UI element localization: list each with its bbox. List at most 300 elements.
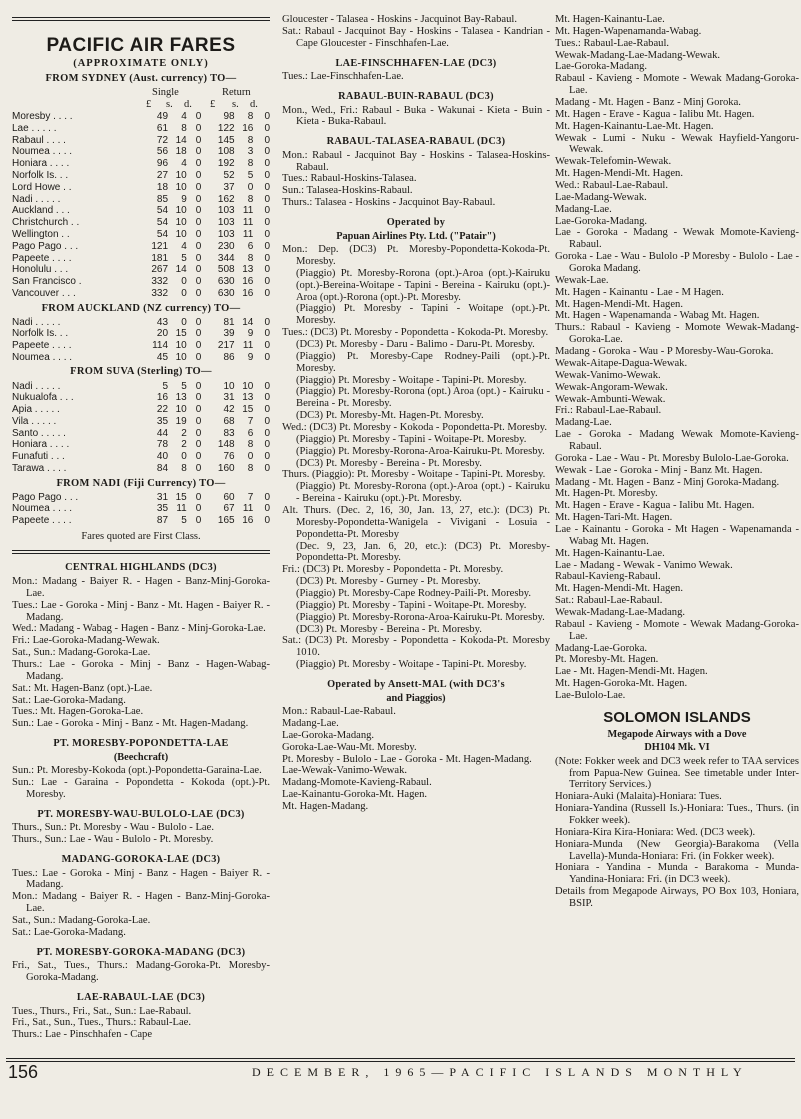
fare-amount: 0: [264, 415, 270, 427]
fare-amount: 0: [195, 427, 202, 439]
fare-amount: 2: [181, 439, 187, 451]
fare-amount: 15: [175, 491, 187, 503]
route-heading: MADANG-GOROKA-LAE (DC3): [61, 854, 221, 866]
schedule-line: Tues.: Lae - Goroka - Minj - Banz - Hagen - Baiyer R. - Madang.: [12, 867, 270, 891]
fare-amount: 16: [242, 276, 254, 288]
fare-amount: 5: [181, 515, 187, 527]
schedule-line: (Piaggio) Pt. Moresby-Rorona-Aroa-Kairuku-Pt. Moresby.: [296, 445, 545, 457]
fare-destination: Vila . . . . .: [12, 415, 57, 427]
fare-amount: 49: [156, 111, 169, 123]
fare-amount: 7: [247, 415, 254, 427]
fare-amount: 8: [181, 122, 187, 134]
page-title: PACIFIC AIR FARES: [46, 35, 236, 56]
schedule-line: (Piaggio) Pt. Moresby - Woitape - Tapini-Pt. Moresby.: [296, 374, 527, 386]
fare-destination: Norfolk Is. . .: [12, 170, 69, 182]
fare-row: [12, 416, 270, 428]
schedule-line: Tues.: Rabaul-Lae-Rabaul.: [555, 37, 670, 49]
fare-destination: Papeete . . . .: [12, 515, 72, 527]
schedule-line: Mt. Hagen-Pt. Moresby.: [555, 488, 658, 500]
schedule-line: Mon.: Madang - Baiyer R. - Hagen - Banz-Minj-Goroka-Lae.: [12, 576, 270, 599]
single-header: Single: [152, 86, 179, 98]
fare-destination: Apia . . . . .: [12, 404, 60, 416]
schedule-line: Lae-Bulolo-Lae.: [555, 689, 626, 701]
schedule-line: Honiara-Kira Kira-Honiara: Wed. (DC3 week).: [555, 826, 756, 838]
fare-amount: 42: [223, 404, 235, 416]
fare-amount: 0: [195, 451, 202, 463]
fare-amount: 0: [195, 404, 202, 416]
suva-heading: FROM SUVA (Sterling) TO—: [70, 366, 212, 378]
fare-amount: 14: [175, 264, 187, 276]
fare-amount: 267: [151, 264, 169, 276]
fare-amount: 0: [195, 340, 202, 352]
fare-row: [12, 170, 270, 182]
schedule-line: Lae - Goroka - Madang Wewak Momote-Kavieng-Rabaul.: [555, 429, 799, 452]
fare-row: [12, 134, 270, 146]
fare-amount: 0: [195, 111, 202, 123]
fare-destination: Christchurch . .: [12, 217, 80, 229]
fare-row: [12, 515, 270, 527]
fare-amount: 8: [247, 439, 254, 451]
fare-amount: 0: [195, 193, 202, 205]
fare-amount: 19: [175, 415, 187, 427]
fare-amount: 8: [247, 252, 254, 264]
schedule-line: Goroka - Lae - Wau - Bulolo -P Moresby - Bulolo - Lae - Goroka Madang.: [555, 251, 799, 275]
fare-amount: 0: [264, 427, 270, 439]
route-heading: CENTRAL HIGHLANDS (DC3): [65, 562, 217, 574]
fare-row: [12, 340, 270, 352]
fare-row: [12, 404, 270, 416]
route-heading: Operated by Ansett-MAL (with DC3's: [327, 679, 505, 691]
fare-row: [12, 503, 270, 515]
schedule-sections-middle: [282, 14, 550, 813]
schedule-line: Fri., Sat., Sun., Tues., Thurs.: Rabaul-Lae.: [12, 1017, 192, 1029]
fare-amount: 0: [195, 170, 202, 182]
fare-amount: 332: [151, 276, 169, 288]
fare-amount: 121: [151, 240, 169, 252]
schedule-line: Thurs.: Talasea - Hoskins - Jacquinot Bay-Rabaul.: [282, 197, 496, 209]
schedule-line: Madang-Lae.: [555, 417, 612, 429]
schedule-line: Lae - Goroka - Madang - Wewak Momote-Kavieng-Rabaul.: [555, 227, 799, 251]
schedule-line: Pt. Moresby - Bulolo - Lae - Goroka - Mt. Hagen-Madang.: [282, 753, 532, 765]
fare-amount: 181: [151, 252, 169, 264]
page-number: 156: [8, 1062, 39, 1082]
fare-row: [12, 316, 270, 328]
schedule-line: Wewak - Lae - Goroka - Minj - Banz Mt. Hagen.: [555, 464, 763, 476]
fare-amount: 0: [264, 491, 270, 503]
schedule-line: (Piaggio) Pt. Moresby - Tapini - Woitape (opt.)-Pt. Moresby.: [296, 303, 550, 327]
schedule-line: Rabaul - Kavieng - Momote - Wewak Madang-Goroka-Lae.: [555, 618, 799, 642]
schedule-line: Lae - Kainantu - Goroka - Mt Hagen - Wapenamanda - Wabag Mt. Hagen.: [555, 523, 799, 547]
suva-fare-table: [12, 380, 270, 474]
route-heading: PT. MORESBY-GOROKA-MADANG (DC3): [36, 946, 246, 958]
fare-destination: Funafuti . . .: [12, 451, 65, 463]
fare-amount: 10: [175, 351, 187, 363]
schedule-line: Tues.: Rabaul-Hoskins-Talasea.: [282, 173, 417, 185]
schedule-line: Mt. Hagen - Erave - Kagua - Ialibu Mt. Hagen.: [555, 500, 755, 512]
column-right: [555, 14, 799, 910]
fare-amount: 122: [217, 122, 235, 134]
fare-destination: Norfolk Is. . .: [12, 328, 69, 340]
fare-amount: 0: [264, 205, 270, 217]
schedule-line: Mt. Hagen-Kainantu-Lae.: [555, 14, 665, 25]
schedule-line: Thurs., Sun.: Pt. Moresby - Wau - Bulolo - Lae.: [12, 822, 214, 834]
fare-amount: 11: [242, 340, 254, 352]
schedule-line: Wed.: Madang - Wabag - Hagen - Banz - Minj-Goroka-Lae.: [12, 623, 266, 635]
schedule-line: Fri.: Lae-Goroka-Madang-Wewak.: [12, 635, 160, 647]
fare-amount: 0: [195, 146, 202, 158]
fare-amount: 192: [217, 158, 235, 170]
fare-destination: Nadi . . . . .: [12, 193, 61, 205]
schedule-line: Honiara - Yandina - Munda - Barakoma - Munda-Yandina-Honiara: Fri. (in DC3 week).: [555, 862, 799, 886]
schedule-line: Sat.: Rabaul - Jacquinot Bay - Hoskins - Talasea - Kandrian - Cape Gloucester - Finschhafen-Lae.: [282, 25, 550, 49]
schedule-line: Sun.: Talasea-Hoskins-Rabaul.: [282, 185, 413, 197]
fare-amount: 0: [195, 134, 202, 146]
schedule-line: Mt. Hagen - Kainantu - Lae - M Hagen.: [555, 286, 724, 298]
fare-row: [12, 392, 270, 404]
fare-amount: 0: [195, 205, 202, 217]
schedule-line: Tues.: Lae-Finschhafen-Lae.: [282, 71, 404, 83]
fare-amount: 0: [181, 288, 187, 300]
nadi-heading: FROM NADI (Fiji Currency) TO—: [56, 477, 226, 489]
schedule-sections-right: [555, 14, 799, 702]
schedule-line: Madang-Lae.: [282, 717, 339, 729]
fare-amount: 10: [175, 205, 187, 217]
fare-amount: 0: [264, 252, 270, 264]
fare-amount: 508: [217, 264, 235, 276]
fare-destination: Pago Pago . . .: [12, 240, 79, 252]
fare-amount: 37: [223, 181, 235, 193]
fare-amount: 31: [223, 392, 235, 404]
fare-column-headers: [12, 87, 270, 99]
schedule-line: (Piaggio) Pt. Moresby - Tapini - Woitape-Pt. Moresby.: [296, 599, 527, 611]
fare-amount: 0: [195, 276, 202, 288]
schedule-line: Madang - Mt. Hagen - Banz - Minj Goroka-Madang.: [555, 476, 780, 488]
footer-rule: [6, 1058, 795, 1062]
solomon-operator: Megapode Airways with a Dove: [607, 728, 747, 740]
fare-row: [12, 380, 270, 392]
fare-amount: 0: [264, 380, 270, 392]
schedule-line: Sun.: Lae - Goroka - Minj - Banz - Mt. Hagen-Madang.: [12, 718, 249, 730]
schedule-line: Lae - Mt. Hagen-Mendi-Mt. Hagen.: [555, 666, 708, 678]
fare-destination: Honiara . . . .: [12, 158, 70, 170]
schedule-line: (DC3) Pt. Moresby-Mt. Hagen-Pt. Moresby.: [296, 410, 484, 422]
route-subheading: Papuan Airlines Pty. Ltd. ("Patair"): [336, 230, 496, 242]
fare-amount: 0: [195, 288, 202, 300]
schedule-line: Tues.: Lae - Goroka - Minj - Banz - Mt. Hagen - Baiyer R. - Madang.: [12, 599, 270, 623]
fare-destination: Papeete . . . .: [12, 252, 72, 264]
fare-amount: 18: [156, 181, 169, 193]
fare-amount: 0: [195, 316, 202, 328]
schedule-line: (DC3) Pt. Moresby - Bereina - Pt. Moresby.: [296, 457, 482, 469]
fare-amount: 8: [247, 111, 254, 123]
fare-amount: 0: [264, 158, 270, 170]
fare-amount: 18: [175, 146, 187, 158]
fare-amount: 0: [264, 340, 270, 352]
schedule-line: Mt. Hagen-Mendi-Mt. Hagen.: [555, 168, 683, 180]
schedule-line: Details from Megapode Airways, PO Box 103, Honiara, BSIP.: [555, 886, 799, 910]
route-heading: Operated by: [386, 217, 446, 229]
schedule-line: Sat.: Lae-Goroka-Madang.: [12, 926, 126, 938]
fare-amount: 11: [242, 205, 254, 217]
fare-amount: 16: [156, 392, 169, 404]
fare-destination: Noumea . . . .: [12, 146, 73, 158]
fare-amount: 0: [264, 193, 270, 205]
schedule-line: Wewak-Aitape-Dagua-Wewak.: [555, 357, 688, 369]
schedule-line: Goroka - Lae - Wau - Pt. Moresby Bulolo-Lae-Goroka.: [555, 452, 789, 464]
fare-amount: 8: [247, 134, 254, 146]
schedule-line: Mt. Hagen-Wapenamanda-Wabag.: [555, 25, 702, 37]
fare-amount: 13: [242, 392, 254, 404]
fare-amount: 0: [264, 122, 270, 134]
fare-amount: 8: [247, 158, 254, 170]
fare-amount: 0: [195, 264, 202, 276]
route-subheading: (Beechcraft): [113, 751, 169, 763]
fare-amount: 40: [156, 451, 169, 463]
fare-amount: 2: [181, 427, 187, 439]
schedule-line: Fri., Sat., Tues., Thurs.: Madang-Goroka-Pt. Moresby-Goroka-Madang.: [12, 960, 270, 984]
fare-amount: 5: [162, 380, 169, 392]
fare-amount: 8: [247, 463, 254, 475]
fare-amount: 0: [264, 111, 270, 123]
fare-amount: 8: [181, 463, 187, 475]
fare-amount: 114: [152, 340, 169, 352]
route-heading: PT. MORESBY-WAU-BULOLO-LAE (DC3): [37, 808, 245, 820]
fare-amount: 14: [242, 316, 254, 328]
schedule-line: Wewak-Madang-Lae-Madang-Wewak.: [555, 49, 721, 61]
schedule-line: (Dec. 9, 23, Jan. 6, 20, etc.): (DC3) Pt. Moresby-Popondetta-Pt. Moresby.: [296, 540, 550, 564]
fare-amount: 630: [217, 288, 235, 300]
route-heading: PT. MORESBY-POPONDETTA-LAE: [53, 738, 229, 750]
fare-row: [12, 205, 270, 217]
fare-row: [12, 182, 270, 194]
fare-destination: Lae . . . . .: [12, 122, 57, 134]
fare-amount: 0: [181, 276, 187, 288]
schedule-line: Wewak-Angoram-Wewak.: [555, 381, 668, 393]
fare-amount: 0: [264, 503, 270, 515]
fare-amount: 0: [264, 134, 270, 146]
fare-amount: 332: [151, 288, 169, 300]
fare-amount: 13: [175, 392, 187, 404]
fare-amount: 16: [242, 122, 254, 134]
fare-amount: 0: [195, 122, 202, 134]
fare-amount: 0: [264, 229, 270, 241]
fare-amount: 0: [247, 451, 254, 463]
fare-amount: 35: [156, 503, 169, 515]
fare-amount: 0: [264, 181, 270, 193]
schedule-line: Alt. Thurs. (Dec. 2, 16, 30, Jan. 13, 27, etc.): (DC3) Pt. Moresby-Popondetta-Wanigela - Vivigani - Losuia - Popondetta-Pt. Moresby: [282, 505, 550, 540]
auckland-fare-table: [12, 316, 270, 363]
fare-amount: 0: [195, 240, 202, 252]
fare-destination: Nadi . . . . .: [12, 316, 61, 328]
fare-row: [12, 241, 270, 253]
schedule-line: Thurs.: Lae - Goroka - Minj - Banz - Hagen-Wabag-Madang.: [12, 659, 270, 682]
schedule-line: Mon.: Rabaul-Lae-Rabaul.: [282, 706, 396, 718]
schedule-line: Sat.: (DC3) Pt. Moresby - Popondetta - Kokoda-Pt. Moresby 1010.: [282, 635, 550, 659]
fare-amount: 60: [223, 491, 235, 503]
fare-amount: 22: [156, 404, 169, 416]
fare-row: [12, 451, 270, 463]
schedule-line: (Piaggio) Pt. Moresby - Tapini - Woitape-Pt. Moresby.: [296, 433, 527, 445]
fare-amount: 162: [217, 193, 235, 205]
fare-amount: 87: [156, 515, 169, 527]
schedule-line: Gloucester - Talasea - Hoskins - Jacquinot Bay-Rabaul.: [282, 14, 518, 25]
fare-destination: Moresby . . . .: [12, 111, 73, 123]
nadi-fare-table: [12, 491, 270, 526]
fare-destination: Auckland . . .: [12, 205, 70, 217]
schedule-line: (Piaggio) Pt. Moresby - Woitape - Tapini-Pt. Moresby.: [296, 659, 527, 671]
schedule-line: Honiara-Auki (Malaita)-Honiara: Tues.: [555, 791, 722, 803]
fare-amount: 4: [181, 158, 187, 170]
solomon-aircraft: DH104 Mk. VI: [644, 742, 710, 754]
fare-row: [12, 123, 270, 135]
fare-amount: 43: [156, 316, 169, 328]
route-heading: LAE-FINSCHHAFEN-LAE (DC3): [335, 57, 497, 69]
schedule-line: Mon.: Dep. (DC3) Pt. Moresby-Popondetta-Kokoda-Pt. Moresby.: [282, 244, 550, 267]
schedule-line: Wed.: Rabaul-Lae-Rabaul.: [555, 180, 668, 192]
fare-amount: 103: [217, 229, 235, 241]
return-header: Return: [222, 86, 251, 98]
fare-amount: 344: [217, 252, 235, 264]
fare-amount: 0: [195, 351, 202, 363]
schedule-line: Wewak-Lae.: [555, 274, 609, 286]
fare-amount: 0: [264, 463, 270, 475]
fare-destination: Papeete . . . .: [12, 340, 72, 352]
route-heading: LAE-RABAUL-LAE (DC3): [76, 992, 206, 1003]
fare-amount: 160: [217, 463, 235, 475]
fare-row: [12, 352, 270, 364]
fare-destination: Nukualofa . . .: [12, 392, 74, 404]
fare-amount: 31: [156, 491, 169, 503]
fare-amount: 6: [247, 427, 254, 439]
fare-amount: 85: [156, 193, 169, 205]
fare-amount: 68: [223, 415, 235, 427]
fare-amount: 44: [156, 427, 169, 439]
fare-row: [12, 146, 270, 158]
schedule-line: Rabaul-Kavieng-Rabaul.: [555, 571, 661, 583]
schedule-line: Mt. Hagen-Kainantu-Lae.: [555, 547, 665, 559]
fare-amount: 0: [195, 217, 202, 229]
fare-amount: 11: [242, 229, 254, 241]
fare-destination: Tarawa . . . .: [12, 463, 67, 475]
schedule-line: Mt. Hagen-Mendi-Mt. Hagen.: [555, 298, 683, 310]
fare-amount: 5: [181, 380, 187, 392]
route-subheading: and Piaggios): [386, 692, 446, 704]
schedule-line: Mt. Hagen-Madang.: [282, 800, 369, 812]
schedule-line: (Piaggio) Pt. Moresby-Rorona-Aroa-Kairuku-Pt. Moresby.: [296, 611, 545, 623]
schedule-line: Tues., Thurs., Fri., Sat., Sun.: Lae-Rabaul.: [12, 1005, 192, 1017]
fare-amount: 5: [181, 252, 187, 264]
fare-amount: 0: [195, 158, 202, 170]
schedule-line: Fri.: (DC3) Pt. Moresby - Popondetta - Pt. Moresby.: [282, 564, 504, 576]
schedule-line: Madang - Goroka - Wau - P Moresby-Wau-Goroka.: [555, 346, 774, 358]
fare-destination: Rabaul . . . .: [12, 134, 66, 146]
fare-amount: 10: [223, 380, 235, 392]
fare-amount: 14: [175, 134, 187, 146]
fare-destination: Pago Pago . . .: [12, 491, 79, 503]
schedule-line: Wewak-Vanimo-Wewak.: [555, 369, 661, 381]
fare-amount: 72: [156, 134, 169, 146]
fare-amount: 39: [223, 328, 235, 340]
schedule-line: (DC3) Pt. Moresby - Bereina - Pt. Moresby.: [296, 623, 482, 635]
fare-amount: 67: [223, 503, 235, 515]
schedule-line: Lae-Goroka-Madang.: [282, 729, 375, 741]
fare-amount: 0: [264, 240, 270, 252]
sydney-fare-table: [12, 111, 270, 300]
schedule-line: Lae-Kainantu-Goroka-Mt. Hagen.: [282, 789, 428, 801]
fare-amount: 0: [195, 328, 202, 340]
schedule-line: (Piaggio) Pt. Moresby-Rorona (opt.) Aroa (opt.) - Kairuku - Bereina - Pt. Moresby.: [296, 386, 550, 410]
schedule-line: Wewak-Madang-Lae-Madang.: [555, 606, 686, 618]
schedule-line: Thurs.: Rabaul - Kavieng - Momote Wewak-Madang-Goroka-Lae.: [555, 322, 799, 346]
column-left: [12, 14, 270, 1041]
schedule-line: Lae-Goroka-Madang.: [555, 61, 648, 73]
schedule-line: (Piaggio) Pt. Moresby-Cape Rodney-Paili-Pt. Moresby.: [296, 588, 532, 600]
fare-row: [12, 111, 270, 123]
column-middle: [282, 14, 550, 813]
footer-text: DECEMBER, 1965—PACIFIC ISLANDS MONTHLY: [252, 1065, 748, 1079]
schedule-line: Mt. Hagen-Kainantu-Lae-Mt. Hagen.: [555, 120, 714, 132]
fare-amount: 4: [181, 240, 187, 252]
fare-amount: 145: [217, 134, 235, 146]
fare-amount: 0: [264, 439, 270, 451]
fare-amount: 52: [223, 170, 235, 182]
fare-row: [12, 491, 270, 503]
fare-amount: 20: [156, 328, 169, 340]
fare-amount: 4: [181, 111, 187, 123]
sydney-heading: FROM SYDNEY (Aust. currency) TO—: [45, 73, 237, 85]
fare-row: [12, 158, 270, 170]
schedule-line: Sat.: Lae-Goroka-Madang.: [12, 694, 126, 706]
schedule-line: (DC3) Pt. Moresby - Daru - Balimo - Daru-Pt. Moresby.: [296, 338, 535, 350]
fare-amount: 0: [195, 380, 202, 392]
schedule-line: Thurs. (Piaggio): Pt. Moresby - Woitape - Tapini-Pt. Moresby.: [282, 469, 546, 481]
fare-amount: 0: [264, 328, 270, 340]
fare-amount: 54: [156, 205, 169, 217]
fare-amount: 15: [175, 328, 187, 340]
fare-amount: 35: [156, 415, 169, 427]
fare-amount: 83: [223, 427, 235, 439]
fare-amount: 13: [242, 264, 254, 276]
fare-amount: 3: [247, 146, 254, 158]
fare-amount: 86: [223, 351, 235, 363]
schedule-line: (Piaggio) Pt. Moresby-Cape Rodney-Paili (opt.)-Pt. Moresby.: [296, 350, 550, 374]
fares-subtitle: (APPROXIMATE ONLY): [73, 58, 209, 70]
fare-amount: 0: [181, 316, 187, 328]
schedule-line: Lae-Wewak-Vanimo-Wewak.: [282, 765, 408, 777]
schedule-line: Sun.: Pt. Moresby-Kokoda (opt.)-Popondetta-Garaina-Lae.: [12, 765, 262, 777]
schedule-line: Sat., Sun.: Madang-Goroka-Lae.: [12, 647, 151, 659]
fare-row: [12, 276, 270, 288]
schedule-line: Mt. Hagen - Wapenamanda - Wabag Mt. Hagen.: [555, 310, 760, 322]
route-heading: RABAUL-BUIN-RABAUL (DC3): [338, 90, 494, 102]
schedule-line: Sat.: Rabaul-Lae-Rabaul.: [555, 595, 663, 607]
schedule-line: Mt. Hagen-Goroka-Mt. Hagen.: [555, 678, 688, 690]
schedule-line: Wewak - Lumi - Nuku - Wewak Hayfield-Yangoru-Wewak.: [555, 132, 799, 156]
fare-destination: Santo . . . . .: [12, 427, 66, 439]
fare-amount: 16: [242, 515, 254, 527]
fare-amount: 0: [195, 503, 202, 515]
fare-amount: 148: [217, 439, 235, 451]
fare-amount: 10: [175, 340, 187, 352]
fare-amount: 230: [217, 240, 235, 252]
schedule-line: Honiara-Yandina (Russell Is.)-Honiara: Tues., Thurs. (in Fokker week).: [555, 803, 799, 826]
fare-amount: 5: [247, 170, 254, 182]
fare-amount: 11: [176, 503, 187, 515]
schedule-line: Mon.: Rabaul - Jacquinot Bay - Hoskins - Talasea-Hoskins-Rabaul.: [282, 149, 550, 173]
fare-amount: 45: [156, 351, 169, 363]
solomon-heading: SOLOMON ISLANDS: [603, 708, 751, 726]
schedule-line: Madang-Lae.: [555, 203, 612, 215]
